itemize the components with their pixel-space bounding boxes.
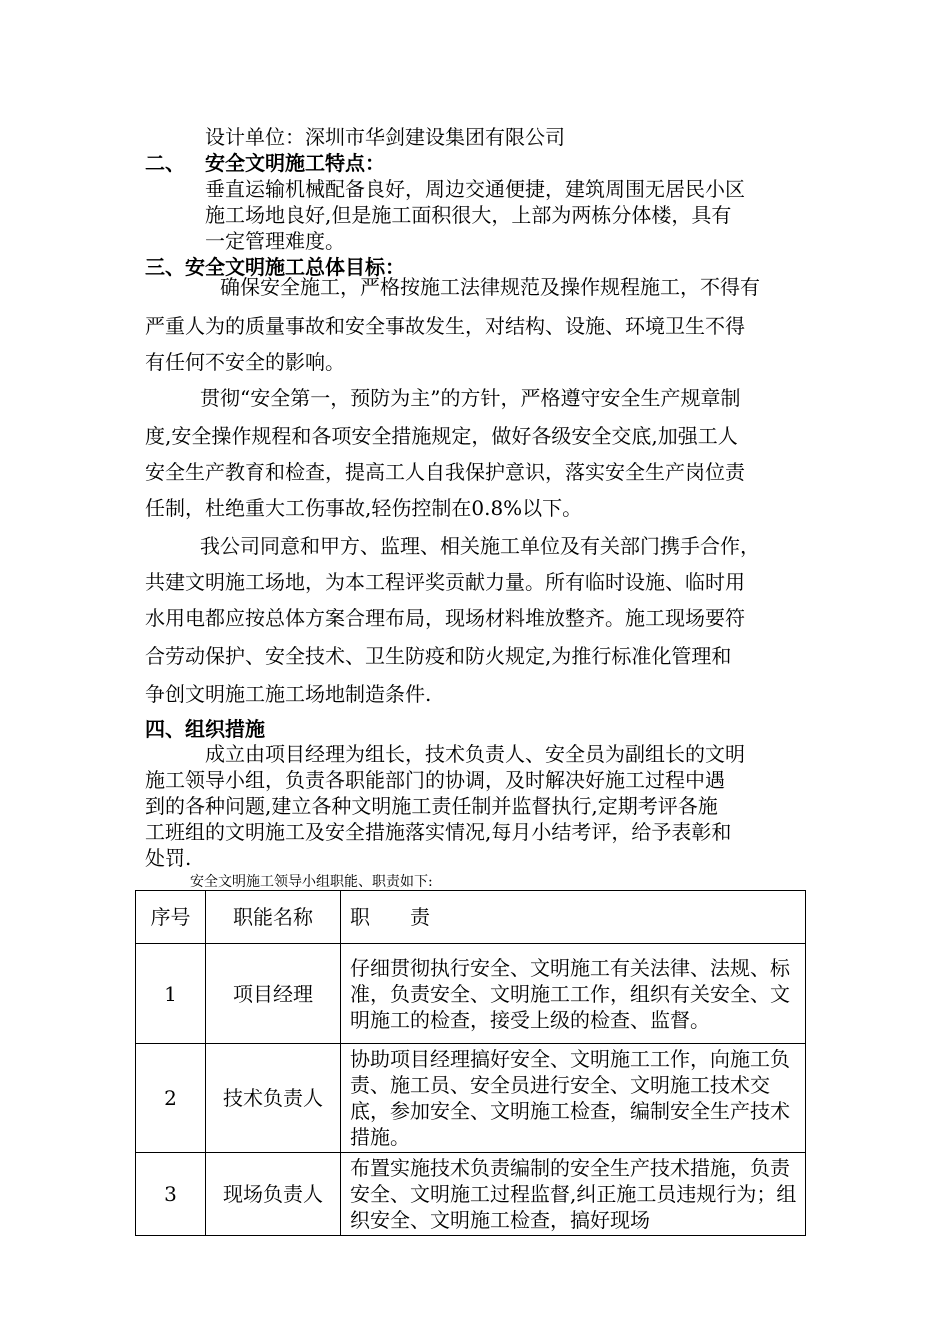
section3-para3-line: 我公司同意和甲方、监理、相关施工单位及有关部门携手合作，	[200, 534, 760, 558]
section4-line: 到的各种问题,建立各种文明施工责任制并监督执行,定期考评各施	[145, 794, 718, 818]
section3-para2-line: 贯彻“安全第一，预防为主”的方针，严格遵守安全生产规章制	[200, 386, 741, 410]
section4-line: 施工领导小组，负责各职能部门的协调，及时解决好施工过程中遇	[145, 768, 725, 792]
header-no: 序号	[136, 891, 206, 944]
table-row	[136, 944, 806, 1044]
section2-line: 一定管理难度。	[205, 229, 345, 253]
table-row	[136, 1044, 806, 1153]
section3-para3-line: 合劳动保护、安全技术、卫生防疫和防火规定,为推行标准化管理和	[145, 644, 732, 668]
section4-line: 成立由项目经理为组长，技术负责人、安全员为副组长的文明	[205, 742, 745, 766]
row-no: 2	[136, 1044, 206, 1153]
section4-line: 工班组的文明施工及安全措施落实情况,每月小结考评，给予表彰和	[145, 820, 732, 844]
section2-title: 安全文明施工特点：	[205, 151, 385, 175]
section3-para3-line: 水用电都应按总体方案合理布局，现场材料堆放整齐。施工现场要符	[145, 606, 745, 630]
row-no: 1	[136, 944, 206, 1044]
section3-para1-line: 有任何不安全的影响。	[145, 350, 345, 374]
header-role: 职能名称	[206, 891, 341, 944]
row-role: 项目经理	[206, 944, 341, 1044]
row-duty: 布置实施技术负责编制的安全生产技术措施，负责安全、文明施工过程监督,纠正施工员违规行为；组织安全、文明施工检查，搞好现场	[341, 1153, 806, 1236]
section3-para3-line: 共建文明施工场地，为本工程评奖贡献力量。所有临时设施、临时用	[145, 570, 745, 594]
section4-line: 处罚.	[145, 846, 192, 870]
section3-para2-line: 度,安全操作规程和各项安全措施规定，做好各级安全交底,加强工人	[145, 424, 738, 448]
section3-para2-line: 安全生产教育和检查，提高工人自我保护意识，落实安全生产岗位责	[145, 460, 745, 484]
section3-para1-line: 严重人为的质量事故和安全事故发生，对结构、设施、环境卫生不得	[145, 314, 745, 338]
section3-para1-line: 确保安全施工，严格按施工法律规范及操作规程施工，不得有	[220, 275, 760, 299]
section3-para2-line: 任制，杜绝重大工伤事故,轻伤控制在0.8%以下。	[145, 496, 583, 520]
header-duty: 职 责	[341, 891, 806, 944]
row-role: 技术负责人	[206, 1044, 341, 1153]
section2-number: 二、	[145, 151, 185, 175]
row-no: 3	[136, 1153, 206, 1236]
section4-heading: 四、组织措施	[145, 717, 265, 741]
table-row	[136, 1153, 806, 1236]
table-header-row	[136, 891, 806, 944]
section3-para3-line: 争创文明施工施工场地制造条件.	[145, 682, 432, 706]
design-unit-line: 设计单位：深圳市华剑建设集团有限公司	[205, 125, 565, 149]
section2-line: 垂直运输机械配备良好，周边交通便捷，建筑周围无居民小区	[205, 177, 745, 201]
table-caption: 安全文明施工领导小组职能、职责如下:	[190, 874, 433, 890]
row-duty: 协助项目经理搞好安全、文明施工工作，向施工负责、施工员、安全员进行安全、文明施工技术交底，参加安全、文明施工检查，编制安全生产技术措施。	[341, 1044, 806, 1153]
section2-line: 施工场地良好,但是施工面积很大，上部为两栋分体楼，具有	[205, 203, 732, 227]
row-role: 现场负责人	[206, 1153, 341, 1236]
section3-heading: 三、安全文明施工总体目标：	[145, 255, 405, 279]
duty-table	[135, 890, 806, 1236]
row-duty: 仔细贯彻执行安全、文明施工有关法律、法规、标准，负责安全、文明施工工作，组织有关安全、文明施工的检查，接受上级的检查、监督。	[341, 944, 806, 1044]
